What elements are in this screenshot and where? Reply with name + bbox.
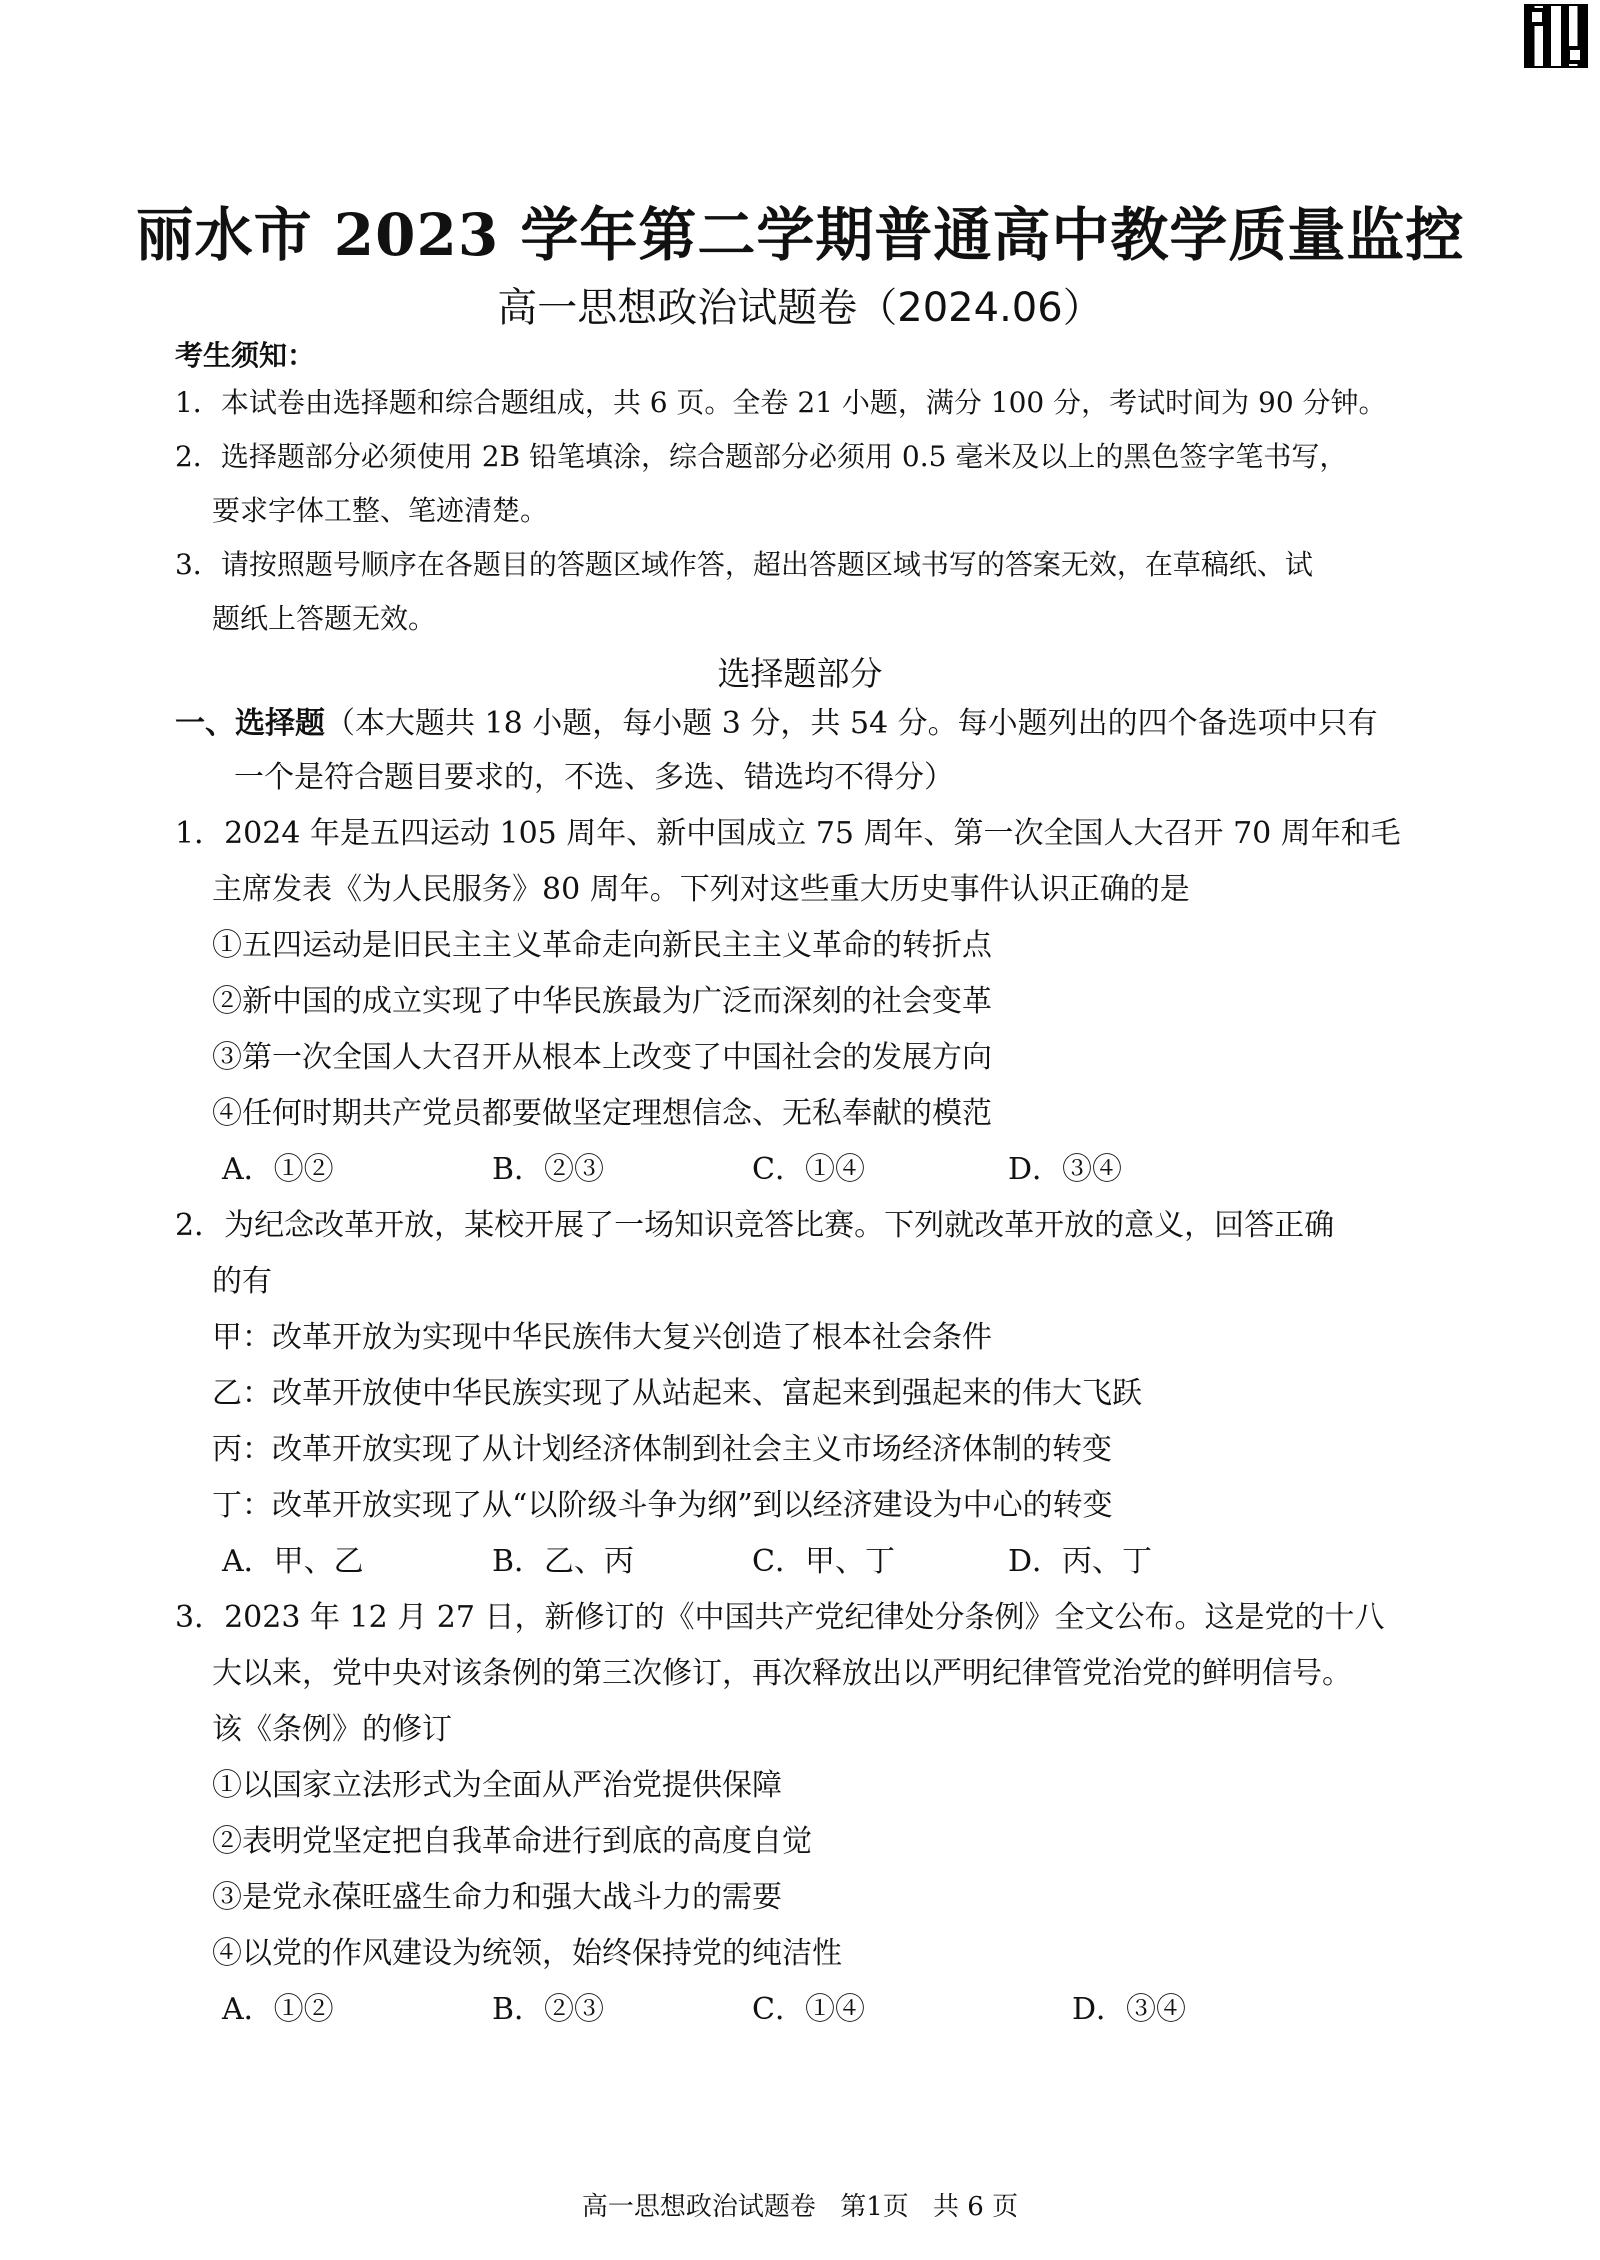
notice-item-2-cont: 要求字体工整、笔迹清楚。	[212, 494, 549, 527]
notice-item-2: 2．选择题部分必须使用 2B 铅笔填涂，综合题部分必须用 0.5 毫米及以上的黑色签字笔书写，	[175, 440, 1348, 473]
q2-stem-line-2: 的有	[212, 1264, 272, 1299]
q3-statement-1: ①以国家立法形式为全面从严治党提供保障	[212, 1768, 782, 1803]
q2-statement-1: 甲：改革开放为实现中华民族伟大复兴创造了根本社会条件	[212, 1320, 992, 1355]
q3-statement-4: ④以党的作风建设为统领，始终保持党的纯洁性	[212, 1936, 842, 1971]
q1-stem-line-2: 主席发表《为人民服务》80 周年。下列对这些重大历史事件认识正确的是	[212, 872, 1190, 907]
part-label: 一、选择题	[175, 706, 325, 741]
q3-option-d: D．③④	[1072, 1992, 1187, 2027]
q3-option-c: C．①④	[752, 1992, 865, 2027]
notice-item-3: 3．请按照题号顺序在各题目的答题区域作答，超出答题区域书写的答案无效，在草稿纸、试	[175, 548, 1313, 581]
notice-item-1: 1．本试卷由选择题和综合题组成，共 6 页。全卷 21 小题，满分 100 分，考试时间为 90 分钟。	[175, 386, 1387, 419]
q1-option-c: C．①④	[752, 1152, 865, 1187]
qr-code-icon	[1524, 4, 1588, 68]
part-heading	[175, 704, 1378, 744]
q2-option-b: B．乙、丙	[492, 1544, 635, 1579]
q1-statement-1: ①五四运动是旧民主主义革命走向新民主主义革命的转折点	[212, 928, 992, 963]
q1-option-b: B．②③	[492, 1152, 605, 1187]
q2-statement-4: 丁：改革开放实现了从“以阶级斗争为纲”到以经济建设为中心的转变	[212, 1488, 1113, 1523]
footer-page-number: 第1页	[840, 2192, 909, 2222]
q2-statement-2: 乙：改革开放使中华民族实现了从站起来、富起来到强起来的伟大飞跃	[212, 1376, 1142, 1411]
page-subtitle: 高一思想政治试题卷（2024.06）	[497, 285, 1103, 331]
page-title: 丽水市 2023 学年第二学期普通高中教学质量监控	[135, 201, 1465, 269]
q1-stem-line-1: 1．2024 年是五四运动 105 周年、新中国成立 75 周年、第一次全国人大召开 70 周年和毛	[175, 816, 1401, 851]
q2-statement-3: 丙：改革开放实现了从计划经济体制到社会主义市场经济体制的转变	[212, 1432, 1112, 1467]
footer-total-pages: 共 6 页	[933, 2192, 1019, 2222]
q2-option-c: C．甲、丁	[752, 1544, 895, 1579]
q3-statement-3: ③是党永葆旺盛生命力和强大战斗力的需要	[212, 1880, 782, 1915]
part-desc-1: （本大题共 18 小题，每小题 3 分，共 54 分。每小题列出的四个备选项中只有	[325, 706, 1378, 741]
notice-item-3-cont: 题纸上答题无效。	[212, 602, 437, 635]
q3-option-b: B．②③	[492, 1992, 605, 2027]
q1-statement-3: ③第一次全国人大召开从根本上改变了中国社会的发展方向	[212, 1040, 992, 1075]
q3-stem-line-2: 大以来，党中央对该条例的第三次修订，再次释放出以严明纪律管党治党的鲜明信号。	[212, 1656, 1352, 1691]
q3-stem-line-1: 3．2023 年 12 月 27 日，新修订的《中国共产党纪律处分条例》全文公布。这是党的十八	[175, 1600, 1385, 1635]
q3-option-a: A．①②	[222, 1992, 334, 2027]
q2-option-d: D．丙、丁	[1008, 1544, 1153, 1579]
notice-heading: 考生须知：	[175, 339, 316, 372]
footer-paper-name: 高一思想政治试题卷	[581, 2192, 816, 2222]
q3-stem-line-3: 该《条例》的修订	[212, 1712, 452, 1747]
q2-stem-line-1: 2．为纪念改革开放，某校开展了一场知识竞答比赛。下列就改革开放的意义，回答正确	[175, 1208, 1335, 1243]
q2-option-a: A．甲、乙	[222, 1544, 364, 1579]
q1-statement-2: ②新中国的成立实现了中华民族最为广泛而深刻的社会变革	[212, 984, 992, 1019]
q1-option-a: A．①②	[222, 1152, 334, 1187]
section-title: 选择题部分	[717, 654, 883, 693]
page-footer	[0, 2190, 1600, 2224]
part-desc-2: 一个是符合题目要求的，不选、多选、错选均不得分）	[234, 760, 954, 795]
q3-statement-2: ②表明党坚定把自我革命进行到底的高度自觉	[212, 1824, 812, 1859]
q1-statement-4: ④任何时期共产党员都要做坚定理想信念、无私奉献的模范	[212, 1096, 992, 1131]
q1-option-d: D．③④	[1008, 1152, 1123, 1187]
